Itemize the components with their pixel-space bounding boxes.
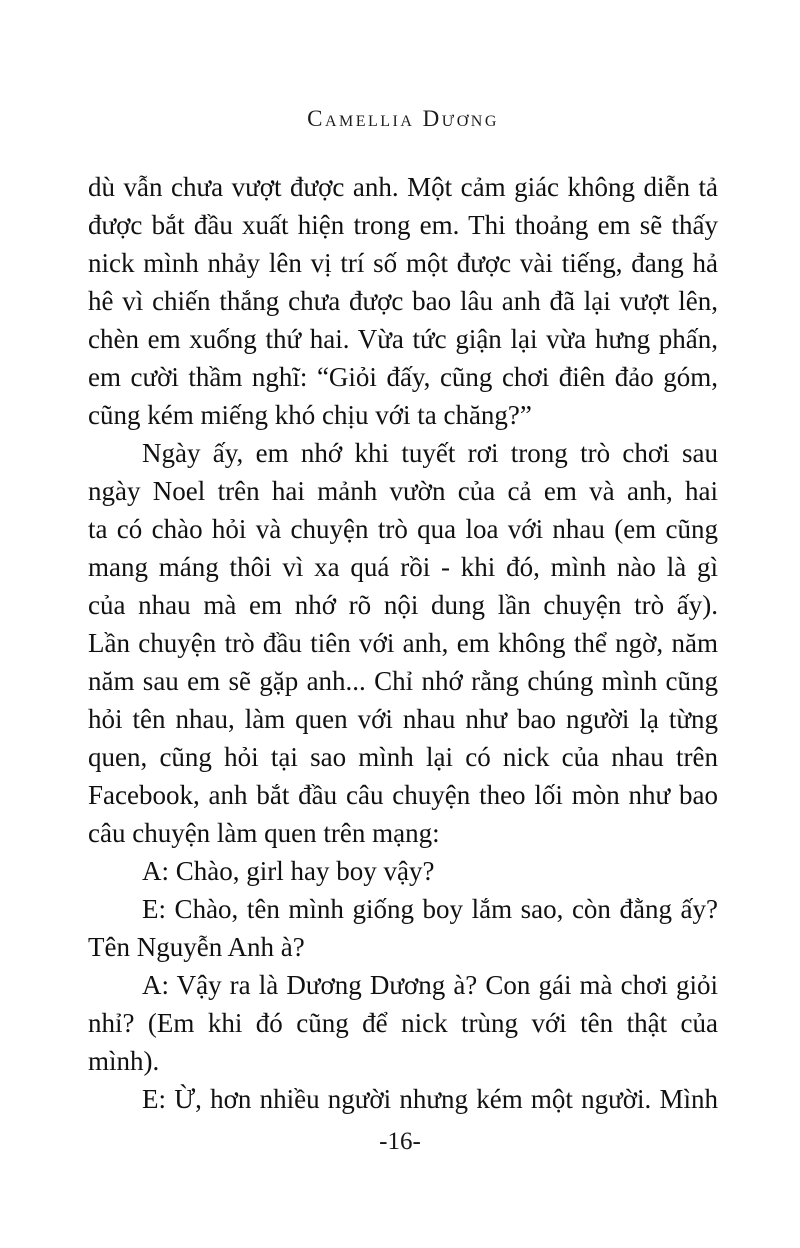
text-line: chèn em xuống thứ hai. Vừa tức giận lại vừa hưng phấn, <box>88 324 718 354</box>
text-line: của nhau mà em nhớ rõ nội dung lần chuyện trò ấy). <box>88 590 718 620</box>
running-header-author: Camellia Dương <box>307 106 499 131</box>
body-text <box>88 168 718 1118</box>
text-line: nick mình nhảy lên vị trí số một được vài tiếng, đang hả <box>88 248 718 278</box>
text-line: dù vẫn chưa vượt được anh. Một cảm giác không diễn tả <box>88 172 718 202</box>
text-line: Facebook, anh bắt đầu câu chuyện theo lối mòn như bao <box>88 780 718 810</box>
text-line: A: Vậy ra là Dương Dương à? Con gái mà chơi giỏi <box>142 970 718 1000</box>
text-line: ta có chào hỏi và chuyện trò qua loa với nhau (em cũng <box>88 514 718 544</box>
text-line: Ngày ấy, em nhớ khi tuyết rơi trong trò chơi sau <box>142 438 718 468</box>
text-line: quen, cũng hỏi tại sao mình lại có nick của nhau trên <box>88 742 718 772</box>
text-line: Lần chuyện trò đầu tiên với anh, em không thể ngờ, năm <box>88 628 718 658</box>
text-line: được bắt đầu xuất hiện trong em. Thi thoảng em sẽ thấy <box>88 210 718 240</box>
text-line: A: Chào, girl hay boy vậy? <box>142 856 435 886</box>
text-line: nhỉ? (Em khi đó cũng để nick trùng với tên thật của <box>88 1008 718 1038</box>
page-number: -16- <box>379 1128 421 1155</box>
text-line: mình). <box>88 1046 160 1076</box>
text-line: em cười thầm nghĩ: “Giỏi đấy, cũng chơi điên đảo góm, <box>88 362 718 392</box>
text-line: hỏi tên nhau, làm quen với nhau như bao người lạ từng <box>88 704 718 734</box>
text-line: cũng kém miếng khó chịu với ta chăng?” <box>88 400 532 430</box>
text-line: hê vì chiến thắng chưa được bao lâu anh đã lại vượt lên, <box>88 286 718 316</box>
text-line: ngày Noel trên hai mảnh vườn của cả em và anh, hai <box>88 476 718 506</box>
text-line: câu chuyện làm quen trên mạng: <box>88 818 440 848</box>
text-line: E: Ừ, hơn nhiều người nhưng kém một người. Mình <box>142 1084 718 1114</box>
text-line: E: Chào, tên mình giống boy lắm sao, còn đằng ấy? <box>142 894 718 924</box>
text-line: Tên Nguyễn Anh à? <box>88 932 305 962</box>
text-line: năm sau em sẽ gặp anh... Chỉ nhớ rằng chúng mình cũng <box>88 666 718 696</box>
text-line: mang máng thôi vì xa quá rồi - khi đó, mình nào là gì <box>88 552 718 582</box>
